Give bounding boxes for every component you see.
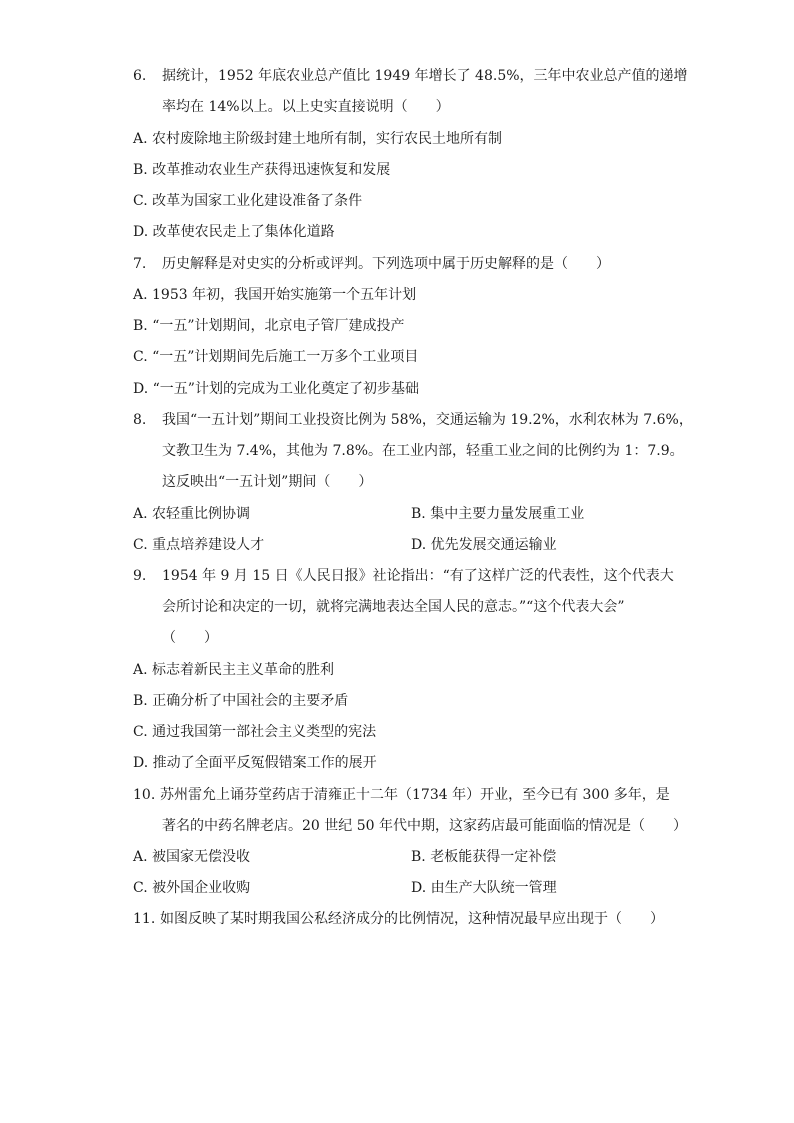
question-9-option-b: B. 正确分析了中国社会的主要矛盾	[133, 693, 349, 709]
question-6-stem-line-1: 据统计，1952 年底农业总产值比 1949 年增长了 48.5%，三年中农业总产值的递增	[162, 68, 688, 84]
question-11-number: 11.	[133, 911, 156, 927]
question-7-option-d: D. “一五”计划的完成为工业化奠定了初步基础	[133, 381, 419, 397]
question-9-option-d: D. 推动了全面平反冤假错案工作的展开	[133, 755, 377, 771]
question-8-option-b: B. 集中主要力量发展重工业	[411, 506, 585, 522]
question-10-stem-line-2: 著名的中药名牌老店。20 世纪 50 年代中期，这家药店最可能面临的情况是（ ）	[162, 818, 687, 834]
question-7-option-c: C. “一五”计划期间先后施工一万多个工业项目	[133, 349, 419, 365]
question-8-option-d: D. 优先发展交通运输业	[411, 537, 557, 553]
question-10-option-b: B. 老板能获得一定补偿	[411, 849, 557, 865]
question-8-stem-line-3: 这反映出“一五计划”期间（ ）	[162, 474, 373, 490]
question-8-option-a: A. 农轻重比例协调	[133, 506, 251, 522]
question-9-stem-line-1: 1954 年 9 月 15 日《人民日报》社论指出：“有了这样广泛的代表性，这个代表大	[162, 568, 674, 584]
question-9-stem-line-2: 会所讨论和决定的一切，就将完满地表达全国人民的意志。”“这个代表大会”	[162, 599, 625, 615]
question-8-stem-line-2: 文教卫生为 7.4%，其他为 7.8%。在工业内部，轻重工业之间的比例约为 1：7.9。	[162, 443, 684, 459]
question-6-option-c: C. 改革为国家工业化建设准备了条件	[133, 193, 363, 209]
question-7-option-b: B. “一五”计划期间，北京电子管厂建成投产	[133, 318, 405, 334]
question-6-option-a: A. 农村废除地主阶级封建土地所有制，实行农民土地所有制	[133, 131, 503, 147]
question-8-stem-line-1: 我国“一五计划”期间工业投资比例为 58%，交通运输为 19.2%，水利农林为 7.6%，	[162, 412, 693, 428]
question-10-option-c: C. 被外国企业收购	[133, 880, 251, 896]
question-9-number: 9.	[133, 568, 147, 584]
question-6-option-d: D. 改革使农民走上了集体化道路	[133, 224, 335, 240]
question-7-stem-line-1: 历史解释是对史实的分析或评判。下列选项中属于历史解释的是（ ）	[162, 256, 610, 272]
question-9-stem-line-3: （ ）	[162, 630, 218, 646]
question-10-option-d: D. 由生产大队统一管理	[411, 880, 557, 896]
question-6-option-b: B. 改革推动农业生产获得迅速恢复和发展	[133, 162, 391, 178]
question-8-option-c: C. 重点培养建设人才	[133, 537, 265, 553]
question-8-number: 8.	[133, 412, 147, 428]
question-10-number: 10.	[133, 787, 156, 803]
question-6-number: 6.	[133, 68, 147, 84]
question-7-number: 7.	[133, 256, 147, 272]
question-9-option-a: A. 标志着新民主主义革命的胜利	[133, 662, 335, 678]
question-10-stem-line-1: 苏州雷允上诵芬堂药店于清雍正十二年（1734 年）开业，至今已有 300 多年，是	[160, 787, 670, 803]
question-10-option-a: A. 被国家无偿没收	[133, 849, 251, 865]
question-7-option-a: A. 1953 年初，我国开始实施第一个五年计划	[133, 287, 417, 303]
question-11-stem-line-1: 如图反映了某时期我国公私经济成分的比例情况，这种情况最早应出现于（ ）	[160, 911, 664, 927]
question-6-stem-line-2: 率均在 14%以上。以上史实直接说明（ ）	[162, 99, 450, 115]
question-9-option-c: C. 通过我国第一部社会主义类型的宪法	[133, 724, 377, 740]
